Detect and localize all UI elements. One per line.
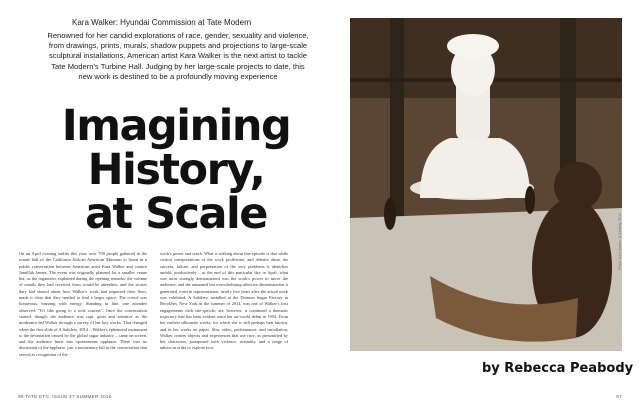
sculpture-photo-illustration — [350, 18, 622, 351]
photo-caption: Photo: Kara Walker, A Subtlety, 2014 — [618, 212, 622, 270]
footer-right: 97 — [616, 394, 622, 399]
headline-line-1: Imagining — [61, 101, 291, 151]
footer-left: 96 TATE ETC. ISSUE 47 SUMMER 2019 — [18, 394, 112, 399]
body-column-2: work's power and reach. What is striking about this episode is that while critical interpretations of the work proliferate, and debates about the success, failure, and perpetuation of the very problems it identifies unfold, productively – at the end of this particular day in April, what was most strongly demonstrated was the work's power to move the audience, and the unnamed but overwhelming affective demonstration it generated, even in representation, nearly five years after the actual work was exhibited. A Subtlety, installed at the Domino Sugar Factory in Brooklyn, New York in the summer of 2014, was one of Walker's first engagements with site-specific art; however, it continued a thematic trajectory that has been evident since her art-world debut in 1994. From her earliest silhouette works, for which she is still perhaps best known, and in her works on paper, film, video, performance, and installation, Walker creates objects and experiences that use race, as personified by her characters, juxtaposed with violence, sexuality, and a range of taboos in order to explore how — [160, 251, 288, 351]
standfirst: Renowned for her candid explorations of race, gender, sexuality and violence, from drawings, prints, murals, shadow puppets and projections to large-scale sculptural installations, American artist Kara Walker is the next artist to tackle Tate Modern's Turbine Hall. Judging by her large-scale projects to date, this new work is destined to be a profoundly moving experience — [47, 31, 309, 81]
sculpture-photo — [350, 18, 622, 351]
headline-line-3: at Scale — [85, 189, 267, 239]
series-title: Kara Walker: Hyundai Commission at Tate Modern — [72, 18, 252, 27]
sculpture-headscarf — [447, 34, 499, 58]
boy-figure-middle — [525, 186, 535, 214]
headline-line-2: History, — [87, 145, 265, 195]
foreground-head — [554, 162, 602, 210]
byline: by Rebecca Peabody — [482, 361, 634, 376]
boy-figure-left — [384, 198, 396, 230]
sculpture-body — [420, 138, 530, 198]
body-column-1: On an April evening earlier this year, over 700 people gathered in the ornate hall of the California African American Museum to listen in a public conversation between American artist Kara Walker and curator Jamillah James. The event was originally planned for a smaller venue but, as the organisers explained during the opening remarks, the volume of emails they had received from would-be attendees, and the stories they had shared about how Walker's work had impacted their lives, made it clear that they needed to find a larger space. The crowd was boisterous, buzzing with energy. Standing in line, one attendee observed: "It's like going to a rock concert". Once the conversation started, though, the audience was rapt: quiet and attentive as the moderator led Walker through a survey of her key works. That changed when the first slide of A Subtlety, 2014 – Walker's ephemeral monument to the devastation caused by the global sugar industry – came on screen, and the audience burst into spontaneous applause. There was no discussion of the applause, just a momentary lull in the conversation that served as recognition of the — [19, 251, 147, 357]
headline — [46, 101, 306, 239]
